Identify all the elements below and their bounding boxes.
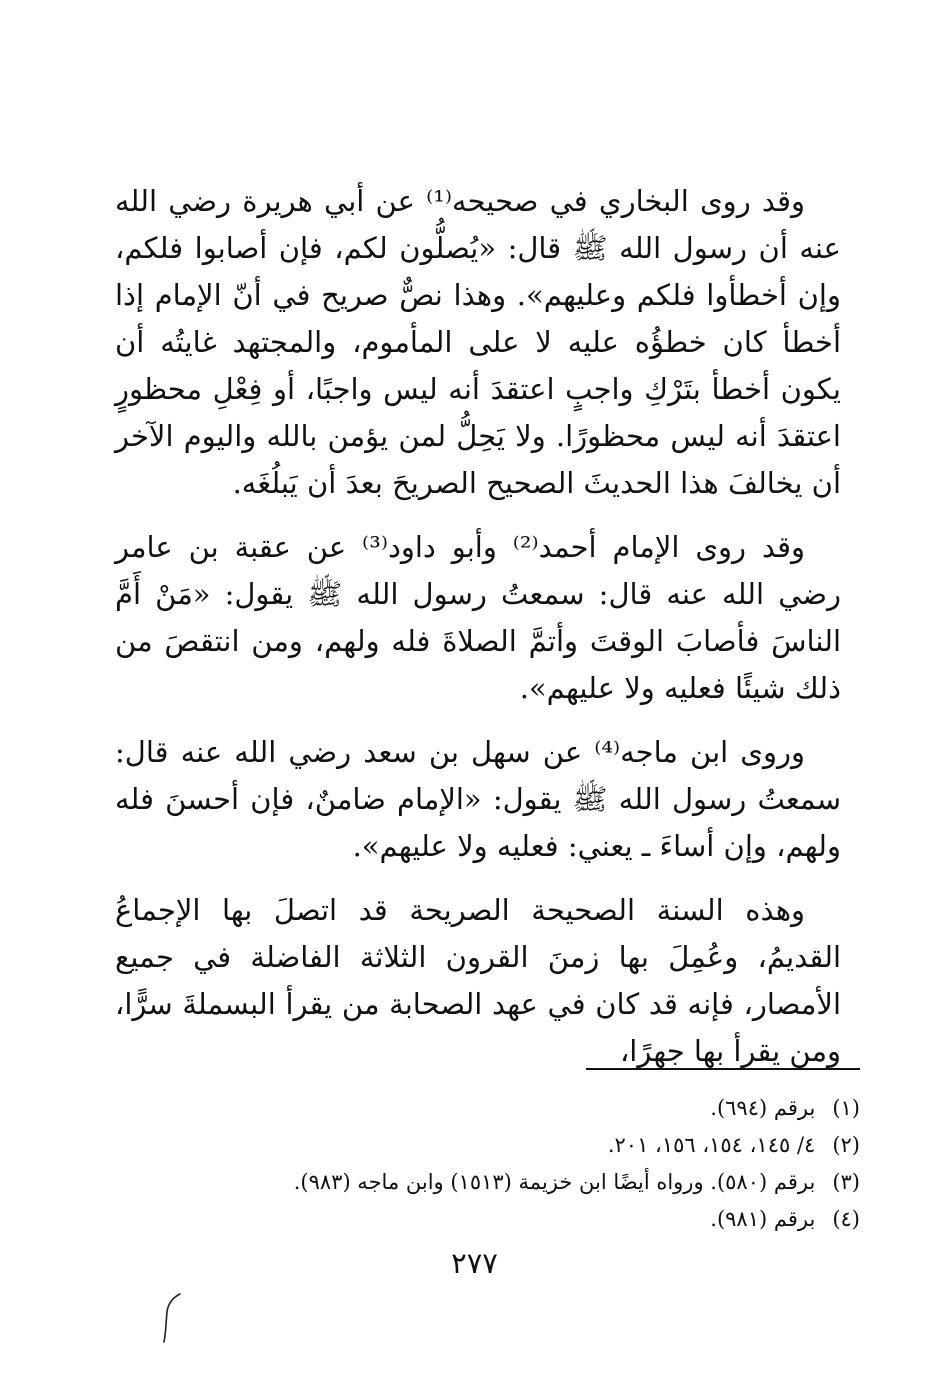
main-text [115,178,841,1092]
footnote-number: (٤) [832,1207,860,1231]
footnote-text: ٤/ ١٤٥، ١٥٤، ١٥٦، ٢٠١. [607,1133,816,1157]
footnote-text: برقم (٥٨٠). ورواه أيضًا ابن خزيمة (١٥١٣) وابن ماجه (٩٨٣). [293,1170,816,1194]
footnote-text: برقم (٦٩٤). [710,1096,816,1120]
footnote-4 [120,1201,860,1238]
footnote-number: (٣) [832,1170,860,1194]
footnote-1 [120,1090,860,1127]
paragraph-ahmad-abu-dawud: وقد روى الإمام أحمد⁽²⁾ وأبو داود⁽³⁾ عن عقبة بن عامر رضي الله عنه قال: سمعتُ رسول الله ﷺ يقول: «مَنْ أَمَّ الناسَ فأصابَ الوقتَ وأتمَّ الصلاةَ فله ولهم، ومن انتقصَ من ذلك شيئًا فعليه ولا عليهم». [115,530,841,705]
paragraph-ibn-majah: وروى ابن ماجه⁽⁴⁾ عن سهل بن سعد رضي الله عنه قال: سمعتُ رسول الله ﷺ يقول: «الإمام ضامنٌ، فإن أحسنَ فله ولهم، وإن أساءَ ـ يعني: فعليه ولا عليهم». [115,735,841,863]
footnote-2 [120,1127,860,1164]
footnote-text: برقم (٩٨١). [710,1207,816,1231]
footnote-number: (١) [832,1096,860,1120]
paragraph-sunnah-ijma: وهذه السنة الصحيحة الصريحة قد اتصلَ بها الإجماعُ القديمُ، وعُمِلَ بها زمنَ القرون الثلاثة الفاضلة في جميع الأمصار، فإنه قد كان في عهد الصحابة من يقرأ البسملةَ سرًّا، ومن يقرأ بها جهرًا، [115,893,841,1068]
page-number: ٢٧٧ [451,1246,498,1280]
pen-stroke-mark [150,1288,190,1348]
footnotes [120,1090,860,1238]
footnote-3 [120,1164,860,1201]
footnote-number: (٢) [832,1133,860,1157]
footnote-separator [586,1068,860,1070]
paragraph-bukhari: وقد روى البخاري في صحيحه⁽¹⁾ عن أبي هريرة رضي الله عنه أن رسول الله ﷺ قال: «يُصلُّون لكم، فإن أصابوا فلكم، وإن أخطأوا فلكم وعليهم». وهذا نصٌّ صريح في أنّ الإمام إذا أخطأ كان خطؤُه عليه لا على المأموم، والمجتهد غايتُه أن يكون أخطأ بتَرْكِ واجبٍ اعتقدَ أنه ليس واجبًا، أو فِعْلِ محظورٍ اعتقدَ أنه ليس محظورًا. ولا يَحِلُّ لمن يؤمن بالله واليوم الآخر أن يخالفَ هذا الحديثَ الصحيح الصريحَ بعدَ أن يَبلُغَه. [115,184,841,500]
